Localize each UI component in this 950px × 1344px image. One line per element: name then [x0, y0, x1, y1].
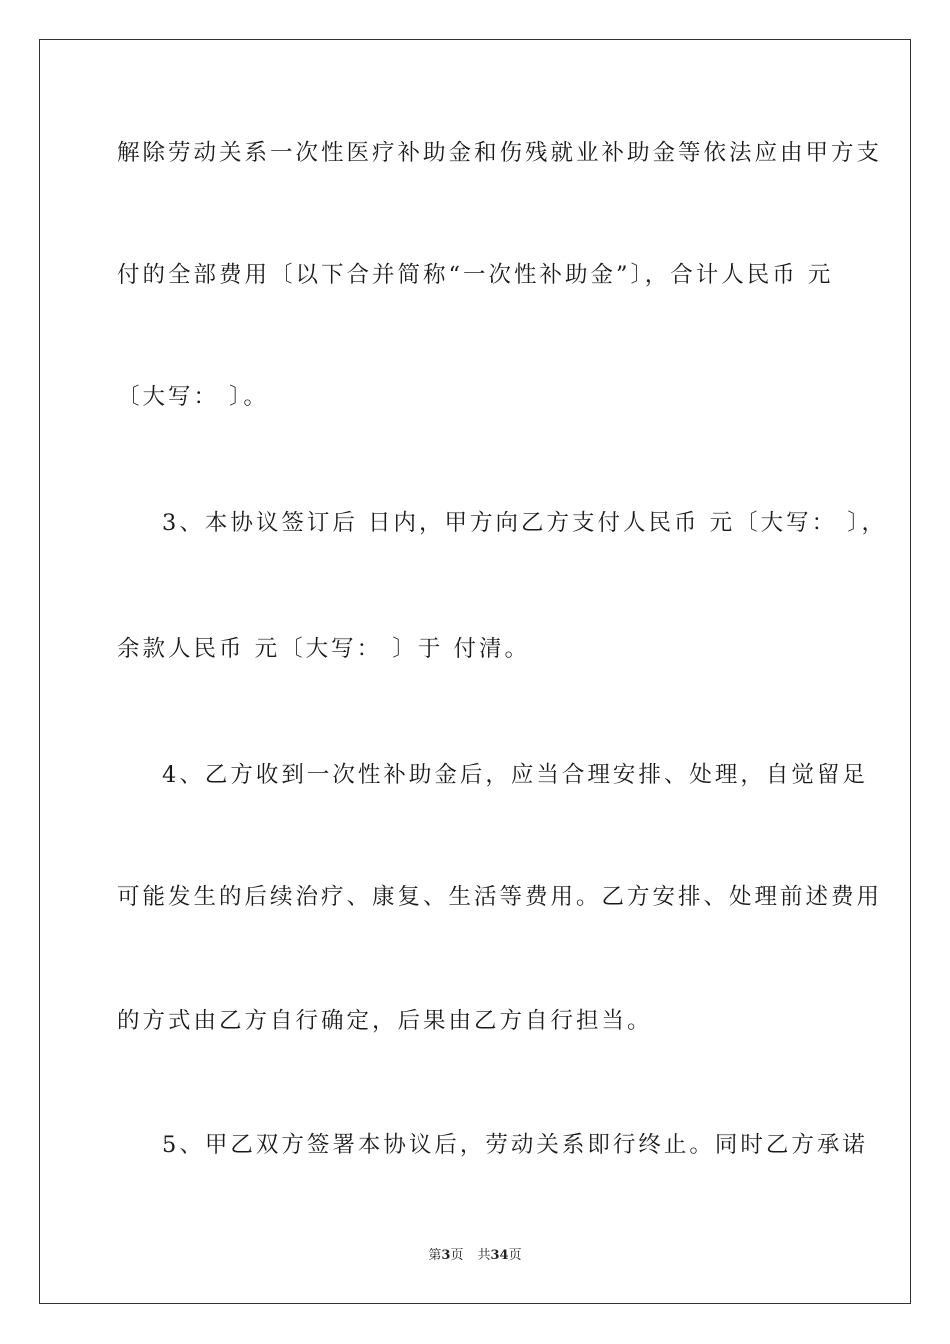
clause-4-line-1: 4、乙方收到一次性补助金后，应当合理安排、处理，自觉留足 — [162, 762, 868, 788]
page-frame — [39, 39, 911, 1304]
total-prefix: 共 — [477, 1248, 491, 1263]
total-suffix: 页 — [508, 1248, 522, 1263]
clause-4-line-2: 可能发生的后续治疗、康复、生活等费用。乙方安排、处理前述费用 — [117, 884, 883, 910]
paragraph-line-2: 付的全部费用〔以下合并简称“一次性补助金”〕，合计人民币 元 — [117, 262, 834, 288]
clause-3-line-1: 3、本协议签订后 日内，甲方向乙方支付人民币 元〔大写： 〕， — [162, 510, 888, 536]
page-prefix: 第 — [428, 1248, 442, 1263]
total-pages: 34 — [490, 1248, 509, 1263]
paragraph-line-3: 〔大写： 〕。 — [117, 384, 269, 410]
clause-3-line-2: 余款人民币 元〔大写： 〕于 付清。 — [117, 636, 530, 662]
page-footer — [0, 1248, 950, 1264]
clause-5-line-1: 5、甲乙双方签署本协议后，劳动关系即行终止。同时乙方承诺 — [162, 1132, 868, 1158]
paragraph-line-1: 解除劳动关系一次性医疗补助金和伤残就业补助金等依法应由甲方支 — [117, 140, 883, 166]
page-number: 3 — [441, 1248, 451, 1263]
clause-4-line-3: 的方式由乙方自行确定，后果由乙方自行担当。 — [117, 1008, 653, 1034]
page-suffix: 页 — [450, 1248, 464, 1263]
